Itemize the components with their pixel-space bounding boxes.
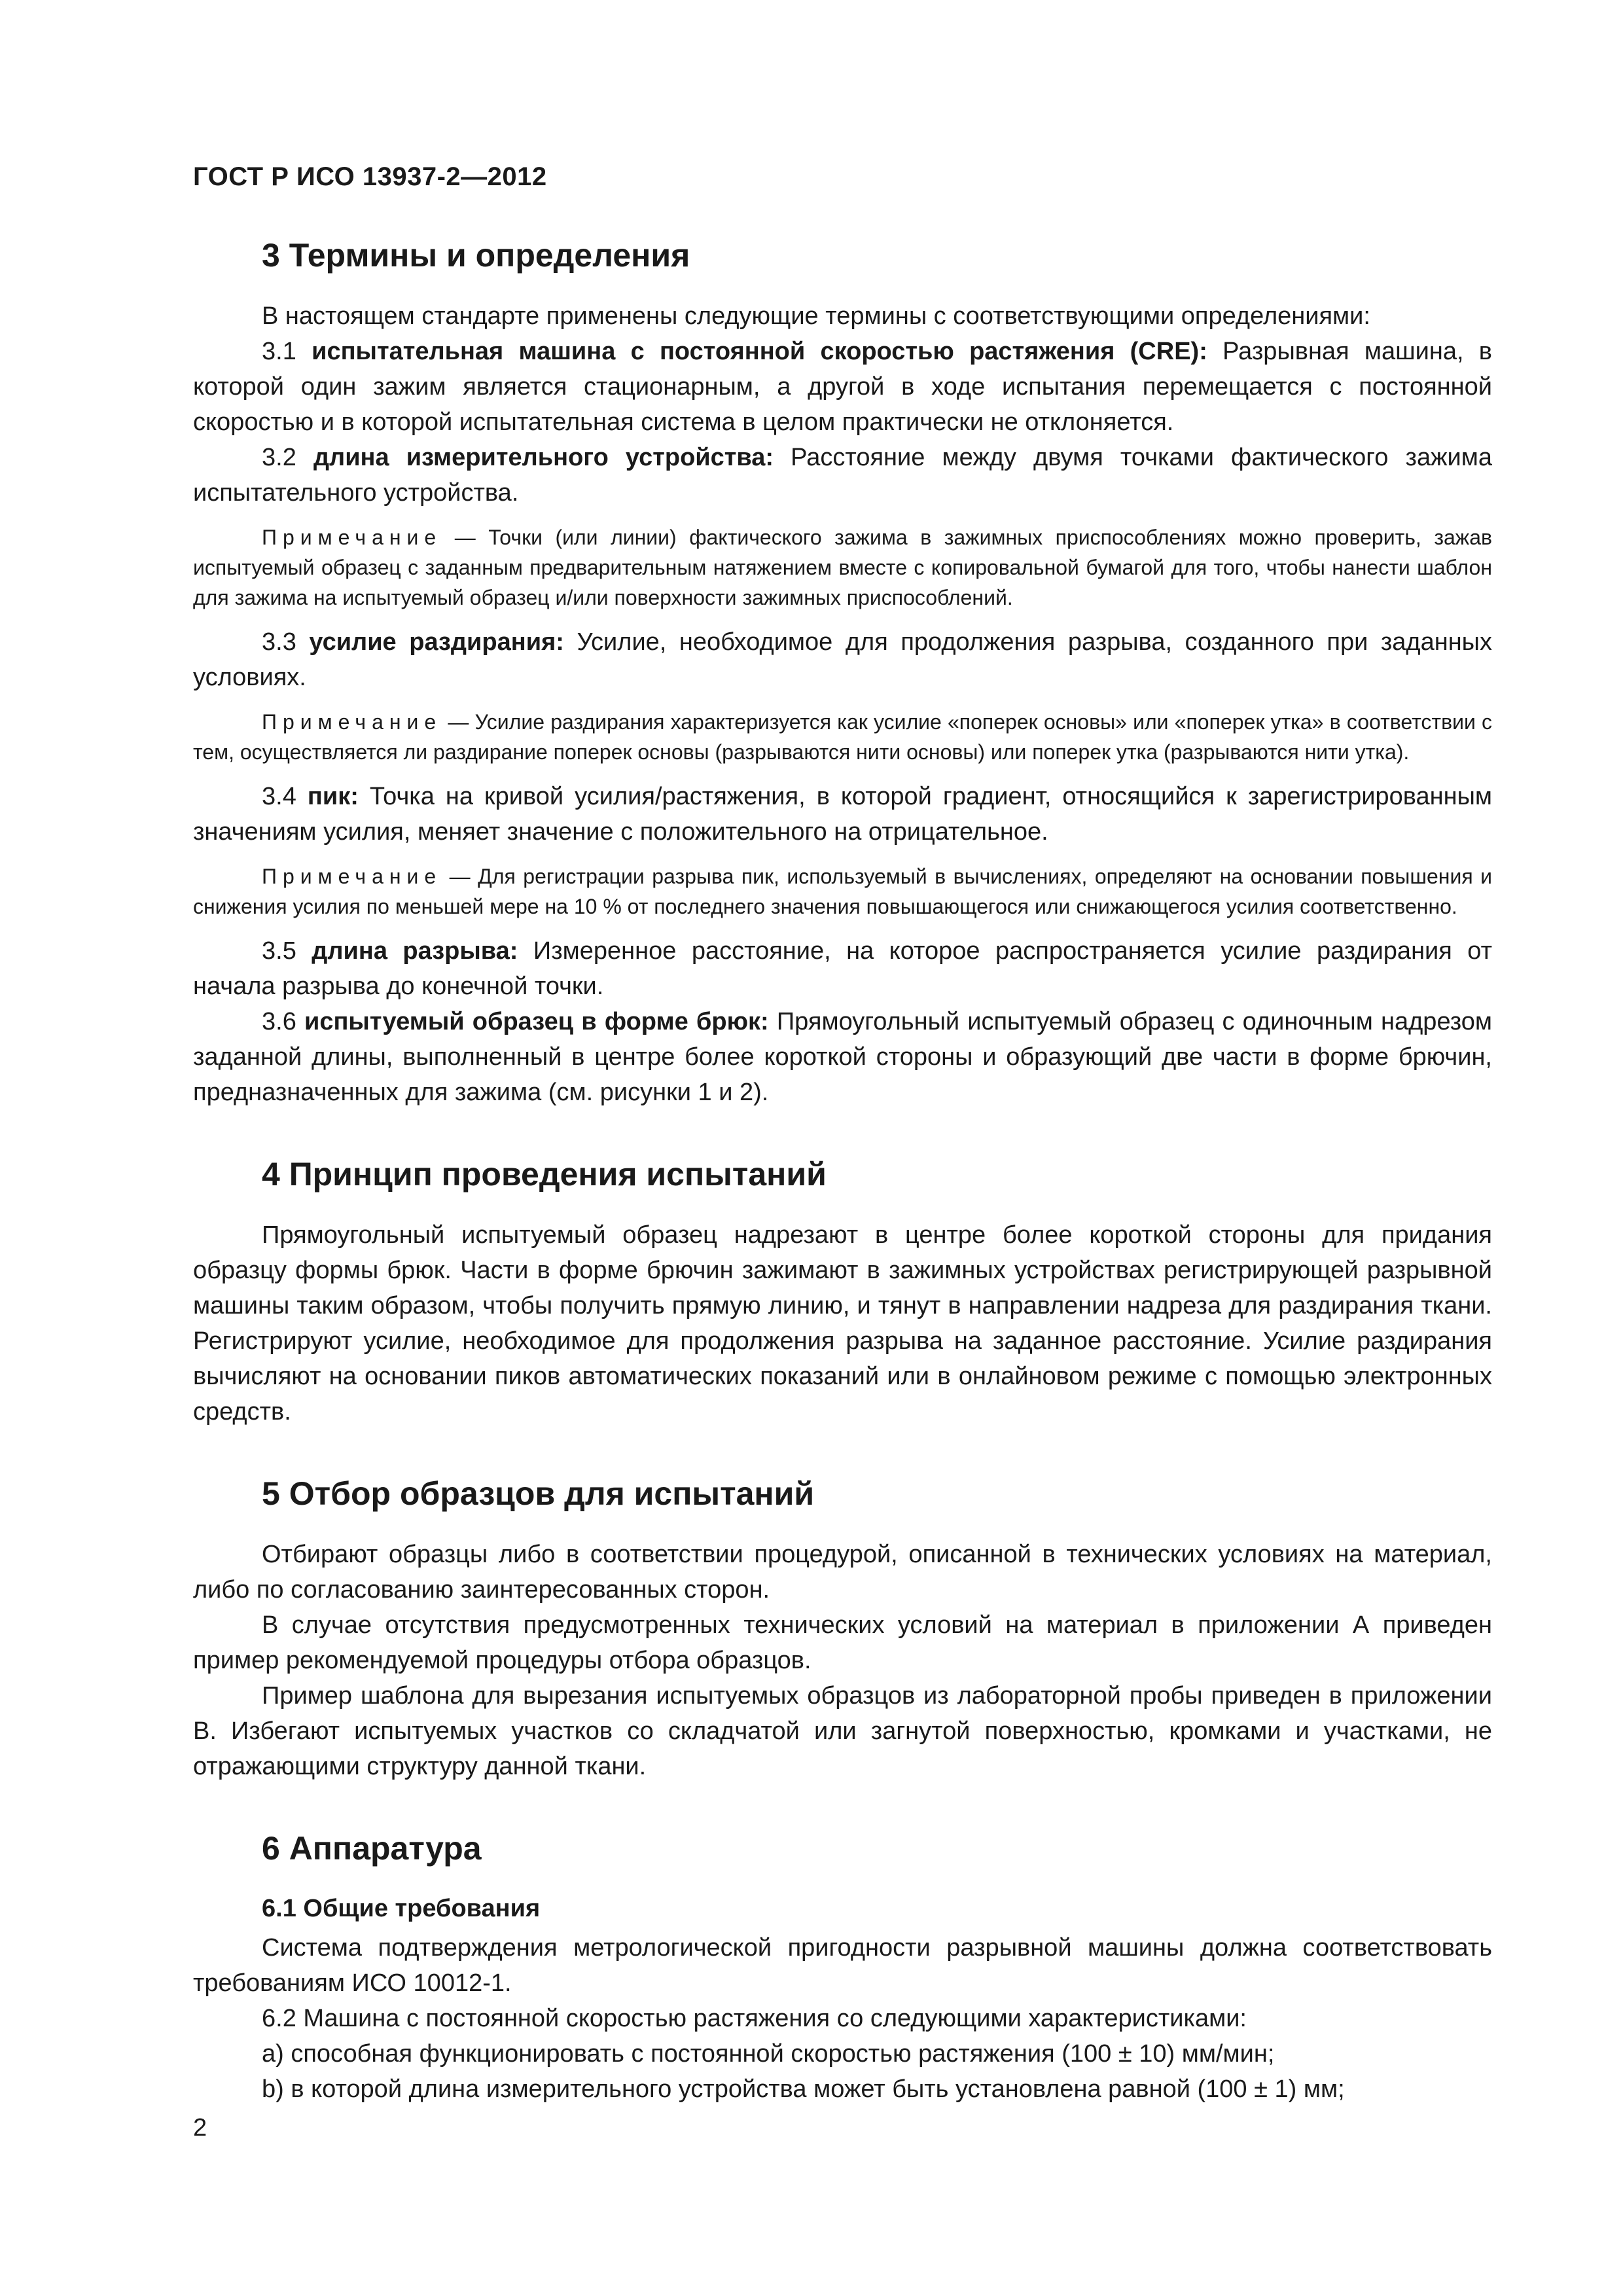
section-4-title: 4 Принцип проведения испытаний (262, 1156, 827, 1193)
section-5-paragraph-3: Пример шаблона для вырезания испытуемых образцов из лабораторной пробы приведен в приложении В. Избегают испытуемых участков со складчатой или загнутой поверхностью, кромками и участками, не отражающими структуру данной ткани. (193, 1682, 1492, 1780)
note-3-2: Примечание — Точки (или линии) фактического зажима в зажимных приспособлениях можно проверить, зажав испытуемый образец с заданным предварительным натяжением вместе с копировальной бумагой для того, чтобы нанести шаблон для зажима на испытуемый образец и/или поверхности зажимных приспособлений. (193, 526, 1492, 609)
note-3-3: Примечание — Усилие раздирания характеризуется как усилие «поперек основы» или «поперек утка» в соответствии с тем, осуществляется ли раздирание поперек основы (разрываются нити основы) или поперек утка (разрываются нити утка). (193, 710, 1492, 764)
term-3-3: 3.3 усилие раздирания: Усилие, необходимое для продолжения разрыва, созданного при заданных условиях. (193, 628, 1492, 691)
document-header: ГОСТ Р ИСО 13937-2—2012 (193, 162, 547, 191)
subsection-6-1-title: 6.1 Общие требования (262, 1895, 541, 1922)
section-6-item-b: b) в которой длина измерительного устройства может быть установлена равной (100 ± 1) мм; (262, 2075, 1345, 2104)
section-3-title: 3 Термины и определения (262, 237, 690, 274)
term-3-4: 3.4 пик: Точка на кривой усилия/растяжения, в которой градиент, относящийся к зарегистрированным значениям усилия, меняет значение с положительного на отрицательное. (193, 783, 1493, 846)
section-4-paragraph: Прямоугольный испытуемый образец надрезают в центре более короткой стороны для придания образцу формы брюк. Части в форме брючин зажимают в зажимных устройствах регистрирующей разрывной машины таким образом, чтобы получить прямую линию, и тянут в направлении надреза для раздирания ткани. Регистрируют усилие, необходимое для продолжения разрыва на заданное расстояние. Усилие раздирания вычисляют на основании пиков автоматических показаний или в онлайновом режиме с помощью электронных средств. (193, 1221, 1492, 1426)
section-5-title: 5 Отбор образцов для испытаний (262, 1475, 815, 1512)
term-3-5: 3.5 длина разрыва: Измеренное расстояние, на которое распространяется усилие раздирания от начала разрыва до конечной точки. (193, 937, 1492, 1000)
section-6-title: 6 Аппаратура (262, 1830, 482, 1867)
term-3-6: 3.6 испытуемый образец в форме брюк: Прямоугольный испытуемый образец с одиночным надрезом заданной длины, выполненный в центре более короткой стороны и образующий две части в форме брючин, предназначенных для зажима (см. рисунки 1 и 2). (193, 1008, 1492, 1106)
section-6 (193, 1829, 1492, 2107)
document-body (193, 236, 1492, 2107)
term-3-2: 3.2 длина измерительного устройства: Расстояние между двумя точками фактического зажима испытательного устройства. (193, 444, 1492, 507)
section-5-paragraph-2: В случае отсутствия предусмотренных технических условий на материал в приложении А приведен пример рекомендуемой процедуры отбора образцов. (193, 1611, 1492, 1674)
page-number: 2 (193, 2114, 207, 2142)
section-4 (193, 1155, 1492, 1429)
section-5 (193, 1474, 1492, 1784)
note-3-4: Примечание — Для регистрации разрыва пик, используемый в вычислениях, определяют на основании повышения и снижения усилия по меньшей мере на 10 % от последнего значения повышающегося или снижающегося усилия соответственно. (193, 865, 1492, 918)
section-6-item-a: a) способная функционировать с постоянной скоростью растяжения (100 ± 10) мм/мин; (262, 2040, 1275, 2068)
term-3-1: 3.1 испытательная машина с постоянной скоростью растяжения (CRE): Разрывная машина, в которой один зажим является стационарным, а другой в ходе испытания перемещается с постоянной скоростью и в которой испытательная система в целом практически не отклоняется. (193, 338, 1492, 436)
section-3-intro: В настоящем стандарте применены следующие термины с соответствующими определениями: (262, 302, 1370, 330)
section-6-paragraph-2: 6.2 Машина с постоянной скоростью растяжения со следующими характеристиками: (262, 2005, 1247, 2033)
section-6-paragraph-1: Система подтверждения метрологической пригодности разрывной машины должна соответствовать требованиям ИСО 10012-1. (193, 1934, 1492, 1998)
section-5-paragraph-1: Отбирают образцы либо в соответствии процедурой, описанной в технических условиях на материал, либо по согласованию заинтересованных сторон. (193, 1541, 1492, 1604)
